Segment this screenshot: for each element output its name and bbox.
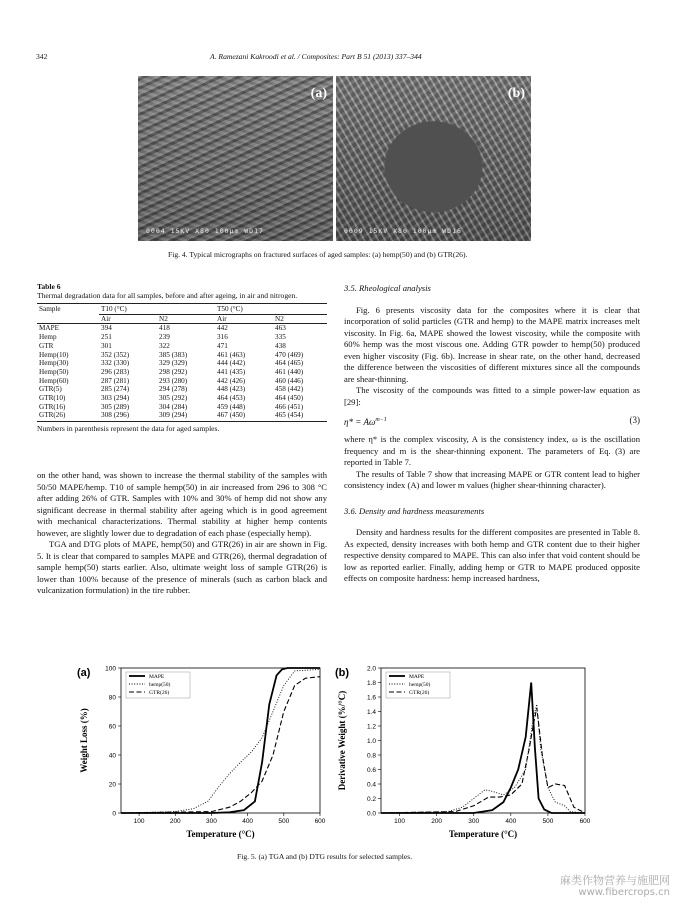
watermark-line1: 麻类作物营养与施肥网: [560, 874, 670, 887]
cell-t50-n2: 464 (450): [275, 394, 304, 403]
cell-t50-air: 316: [217, 333, 228, 342]
cell-t10-n2: 294 (278): [159, 385, 188, 394]
micrograph-a: [138, 76, 333, 241]
x-tick-label: 100: [394, 818, 405, 825]
x-tick-label: 600: [314, 818, 326, 825]
cell-t50-n2: 438: [275, 341, 286, 350]
y-tick-label: 1.2: [366, 723, 376, 731]
cell-t50-n2: 464 (465): [275, 359, 304, 368]
table-row: [37, 342, 327, 351]
cell-t10-n2: 293 (280): [159, 376, 188, 385]
cell-t10-n2: 305 (292): [159, 394, 188, 403]
table6-label: Table 6: [37, 282, 61, 291]
x-tick-label: 200: [431, 818, 443, 825]
cell-t50-n2: 465 (454): [275, 411, 304, 420]
cell-t10-air: 296 (283): [101, 367, 130, 376]
cell-t50-air: 448 (423): [217, 385, 246, 394]
micrograph-b-scale: 0009 15KV X80 100µm WD16: [344, 227, 462, 235]
cell-t10-n2: 298 (292): [159, 367, 188, 376]
cell-t10-air: 352 (352): [101, 350, 130, 359]
y-tick-label: 40: [108, 752, 116, 760]
table-row: [37, 377, 327, 386]
y-tick-label: 60: [108, 723, 116, 731]
y-tick-label: 0.4: [366, 781, 376, 789]
cell-t10-air: 301: [101, 341, 112, 350]
panel-label: (b): [335, 667, 350, 679]
table6-grid: [37, 305, 327, 420]
col-header-t50: T50 (°C): [215, 305, 327, 314]
cell-t50-n2: 463: [275, 324, 286, 333]
equation-lhs: η* = Aω: [344, 417, 376, 427]
cell-sample: GTR(16): [39, 402, 66, 411]
cell-t50-air: 442 (426): [217, 376, 246, 385]
legend-label: GTR(26): [149, 690, 170, 696]
right-column-text: [344, 283, 640, 585]
x-tick-label: 100: [133, 818, 145, 825]
cell-t50-air: 442: [217, 324, 228, 333]
cell-t10-n2: 309 (294): [159, 411, 188, 420]
table-row: [37, 368, 327, 377]
y-tick-label: 1.6: [366, 694, 376, 702]
cell-t50-air: 441 (435): [217, 367, 246, 376]
panel-label-a: (a): [310, 86, 327, 101]
y-tick-label: 80: [108, 694, 116, 702]
figure4-caption: Fig. 4. Typical micrographs on fractured surfaces of aged samples: (a) hemp(50) and (b) GTR(26).: [168, 250, 468, 259]
y-tick-label: 0.0: [366, 810, 376, 818]
paragraph: Fig. 6 presents viscosity data for the composites where it is clear that incorporation of solid particles (GTR and hemp) to the MAPE matrix increases melt viscosity. In Fig. 6a, MAPE showed the lowest viscosity, while the composite with 60% hemp was the most viscous one. Adding GTR powder to hemp(50) produced even higher viscosity (Fig. 6b). Increase in shear rate, on the other hand, decreased the difference between the viscosities of different mixtures since all the compounds are shear-thinning.: [344, 304, 640, 384]
micrograph-a-scale: 0004 15KV X80 100µm WD17: [146, 227, 264, 235]
section-heading-3-5: 3.5. Rheological analysis: [344, 283, 431, 293]
cell-sample: Hemp(10): [39, 350, 69, 359]
left-column-text: [37, 470, 327, 597]
y-tick-label: 0.8: [366, 752, 376, 760]
paragraph: Density and hardness results for the different composites are presented in Table 8. As expected, density increases with both hemp and GTR content due to their higher respective density compared to MAPE. This can also infer that void content should be low as reported earlier. Finally, adding hemp or GTR to MAPE produced opposite effects on composite hardness: hemp increased hardness,: [344, 527, 640, 583]
legend-label: GTR(26): [409, 690, 430, 696]
series-line-hemp-50: [381, 704, 585, 813]
section-heading-3-6: 3.6. Density and hardness measurements: [344, 505, 485, 516]
x-tick-label: 200: [169, 818, 181, 825]
legend-label: hemp(50): [409, 682, 431, 688]
figure5-panel-b: [333, 660, 595, 848]
x-tick-label: 600: [579, 818, 591, 825]
cell-t10-n2: 239: [159, 333, 170, 342]
cell-t50-air: 471: [217, 341, 228, 350]
x-tick-label: 300: [468, 818, 480, 825]
tga-chart: [75, 660, 330, 848]
table-row: [37, 385, 327, 394]
y-tick-label: 20: [108, 781, 116, 789]
cell-t10-air: 251: [101, 333, 112, 342]
cell-sample: Hemp: [39, 333, 57, 342]
legend-label: MAPE: [409, 674, 425, 680]
y-tick-label: 1.0: [366, 737, 376, 745]
cell-t50-n2: 466 (451): [275, 402, 304, 411]
micrograph-b: [336, 76, 531, 241]
equation-number: (3): [629, 415, 640, 425]
cell-t10-air: 308 (296): [101, 411, 130, 420]
y-tick-label: 2.0: [366, 665, 376, 673]
series-line-gtr-26: [381, 708, 585, 813]
table-rule-bottom: [37, 421, 327, 422]
panel-label: (a): [77, 667, 91, 679]
equation-body: [344, 415, 387, 429]
cell-sample: GTR(10): [39, 394, 66, 403]
subheader-air: Air: [101, 314, 111, 323]
cell-t10-n2: 418: [159, 324, 170, 333]
y-tick-label: 1.4: [366, 708, 376, 716]
cell-sample: MAPE: [39, 324, 59, 333]
y-tick-label: 1.8: [366, 679, 376, 687]
x-axis-label: Temperature (°C): [448, 829, 518, 839]
x-tick-label: 400: [505, 818, 517, 825]
x-tick-label: 400: [242, 818, 254, 825]
cell-sample: GTR(5): [39, 385, 62, 394]
subheader-air: Air: [217, 314, 227, 323]
x-tick-label: 300: [206, 818, 217, 825]
y-axis-label: Derivative Weight (%/°C): [337, 690, 347, 791]
paragraph: The results of Table 7 show that increasing MAPE or GTR content lead to higher consistency index (A) and lower m values (higher shear-thinning character).: [344, 468, 640, 490]
cell-t50-n2: 461 (440): [275, 367, 304, 376]
panel-label-b: (b): [507, 86, 525, 101]
cell-t10-air: 332 (330): [101, 359, 130, 368]
table-row: [37, 359, 327, 368]
figure5-caption: Fig. 5. (a) TGA and (b) DTG results for selected samples.: [237, 852, 413, 861]
y-tick-label: 0.2: [366, 795, 376, 803]
cell-t50-air: 459 (448): [217, 402, 246, 411]
col-header-sample: Sample: [39, 305, 61, 313]
cell-t10-air: 305 (289): [101, 402, 130, 411]
equation-exponent: m−1: [375, 417, 387, 423]
page-number: 342: [36, 52, 48, 61]
cell-sample: GTR: [39, 341, 54, 350]
paragraph: on the other hand, was shown to increase the thermal stability of the samples with 50/50 MAPE/hemp. T10 of sample hemp(50) in air increased from 296 to 308 °C after adding 26% of GTR. Samples with 10% and 30% of hemp did not show any significant decrease in thermal stability after ageing which is in good agreement with mechanical characterizations. Thermal stability at higher hemp contents however, are slightly lower due to degradation of each phase (especially hemp).: [37, 470, 327, 538]
paragraph: The viscosity of the compounds was fitted to a simple power-law equation as [29]:: [344, 385, 640, 407]
running-title: A. Ramezani Kakroodi et al. / Composites: Part B 51 (2013) 337–344: [210, 52, 422, 61]
x-tick-label: 500: [542, 818, 554, 825]
cell-sample: Hemp(60): [39, 376, 69, 385]
cell-t50-air: 464 (453): [217, 394, 246, 403]
legend-label: MAPE: [149, 674, 165, 680]
cell-sample: GTR(26): [39, 411, 66, 420]
table6-body: [37, 324, 327, 420]
table-rule-top: [37, 303, 327, 304]
cell-t10-n2: 322: [159, 341, 170, 350]
cell-t10-n2: 329 (329): [159, 359, 188, 368]
dtg-chart: [333, 660, 595, 848]
cell-sample: Hemp(50): [39, 367, 69, 376]
paragraph: where η* is the complex viscosity, A is the consistency index, ω is the oscillation frequency and m is the shear-thinning exponent. The parameters of Eq. (3) are reported in Table 7.: [344, 434, 640, 467]
cell-t10-air: 285 (274): [101, 385, 130, 394]
table-row: [37, 411, 327, 420]
table-row: [37, 403, 327, 412]
y-tick-label: 0.6: [366, 766, 376, 774]
cell-t50-air: 461 (463): [217, 350, 246, 359]
cell-sample: Hemp(30): [39, 359, 69, 368]
table6-title: Thermal degradation data for all samples, before and after ageing, in air and nitrogen.: [37, 291, 298, 300]
watermark-line2: www.fibercrops.cn: [578, 887, 670, 898]
table-row: [37, 394, 327, 403]
cell-t10-n2: 304 (284): [159, 402, 188, 411]
cell-t10-n2: 385 (383): [159, 350, 188, 359]
cell-t10-air: 287 (281): [101, 376, 130, 385]
y-tick-label: 0: [112, 810, 116, 818]
cell-t10-air: 303 (294): [101, 394, 130, 403]
paragraph: TGA and DTG plots of MAPE, hemp(50) and GTR(26) in air are shown in Fig. 5. It is clear that compared to samples MAPE and GTR(26), thermal degradation of sample hemp(50) starts earlier. Also, ultimate weight loss of sample GTR(26) is lower than 100% because of the presence of minerals (such as carbon black and vulcanization formulation) in the tire rubber.: [37, 539, 327, 595]
cell-t50-air: 467 (450): [217, 411, 246, 420]
subheader-n2: N2: [159, 314, 168, 323]
table-row: [37, 333, 327, 342]
figure5-panel-a: [75, 660, 330, 848]
table-row: [37, 351, 327, 360]
x-tick-label: 500: [278, 818, 290, 825]
cell-t50-n2: 460 (446): [275, 376, 304, 385]
table6: [37, 282, 327, 433]
equation-3: [344, 408, 640, 434]
y-axis-label: Weight Loss (%): [79, 708, 89, 773]
table-row: [37, 324, 327, 333]
table6-footnote: Numbers in parenthesis represent the data for aged samples.: [37, 424, 220, 434]
legend-label: hemp(50): [149, 682, 171, 688]
cell-t50-n2: 458 (442): [275, 385, 304, 394]
subheader-n2: N2: [275, 314, 284, 323]
y-tick-label: 100: [105, 665, 116, 673]
x-axis-label: Temperature (°C): [186, 829, 255, 839]
cell-t50-n2: 335: [275, 333, 286, 342]
cell-t10-air: 394: [101, 324, 112, 333]
series-line-mape: [381, 683, 585, 814]
cell-t50-n2: 470 (469): [275, 350, 304, 359]
cell-t50-air: 444 (442): [217, 359, 246, 368]
col-header-t10: T10 (°C): [99, 305, 215, 314]
